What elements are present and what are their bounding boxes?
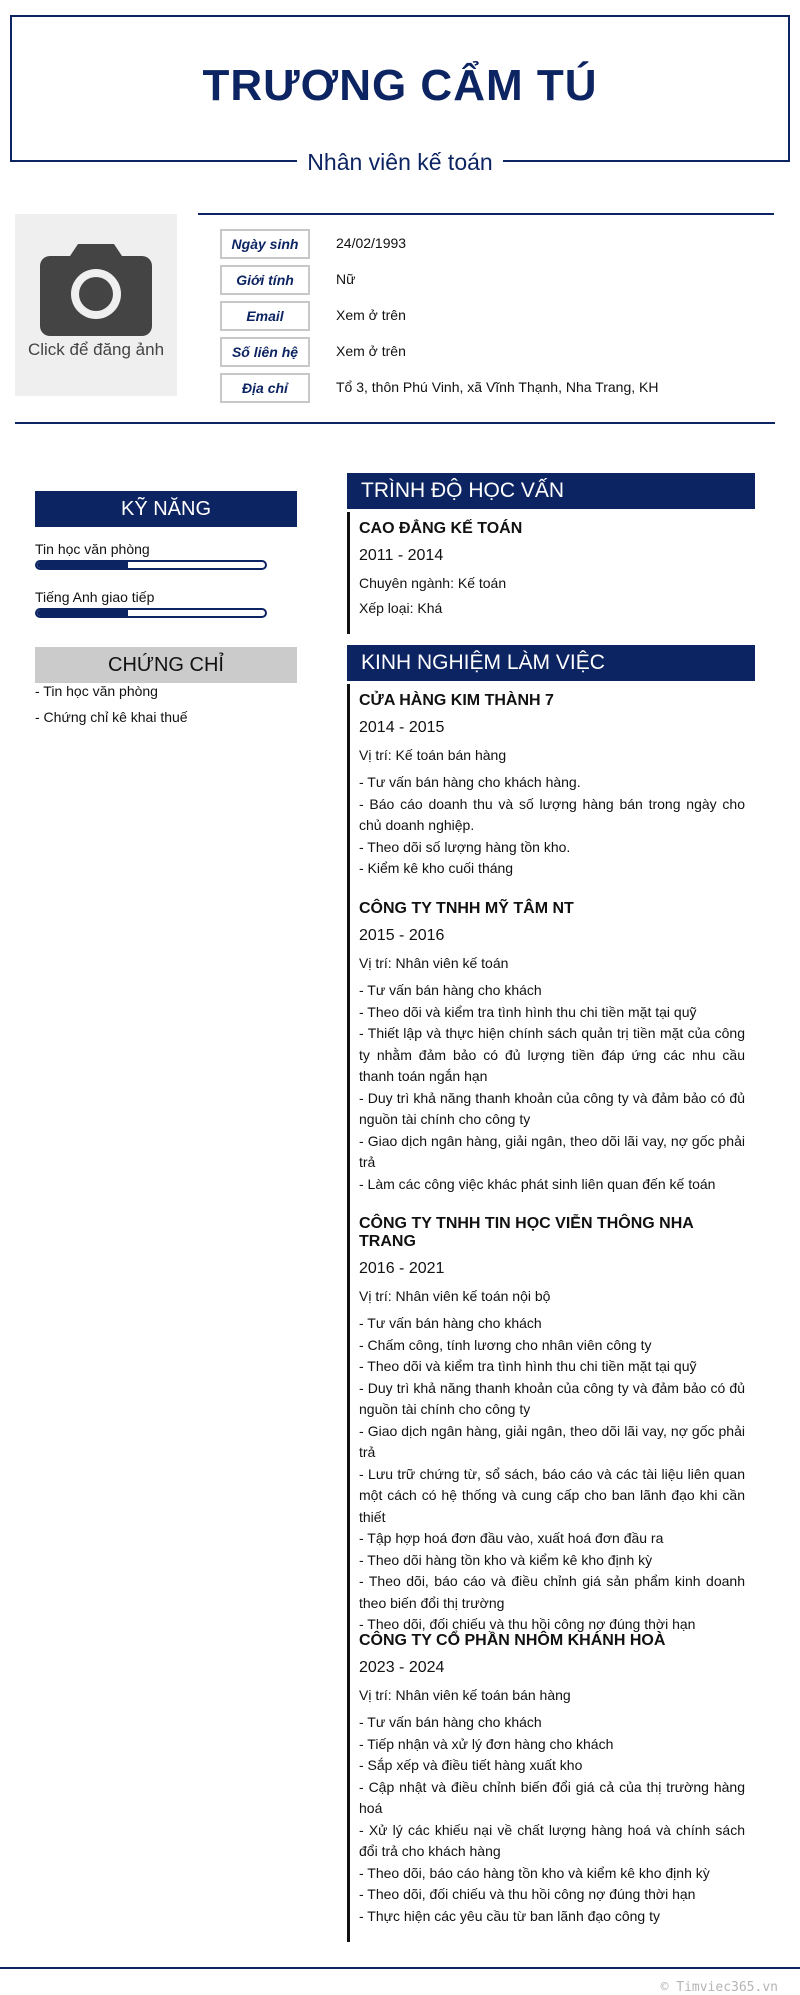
info-value[interactable]: Xem ở trên	[336, 343, 406, 359]
duty-item: - Duy trì khả năng thanh khoản của công ty và đảm bảo có đủ nguồn tài chính cho công ty	[359, 1379, 745, 1417]
job-block	[359, 900, 745, 1195]
education-rank[interactable]: Xếp loại: Khá	[359, 600, 443, 616]
job-years[interactable]: 2014 - 2015	[359, 719, 445, 736]
duty-item: - Tư vấn bán hàng cho khách	[359, 1714, 542, 1730]
candidate-name: TRƯƠNG CẨM TÚ	[202, 61, 598, 110]
watermark: © Timviec365.vn	[660, 1980, 778, 1995]
certificates-heading: CHỨNG CHỈ	[35, 647, 297, 683]
duty-item: - Tiếp nhận và xử lý đơn hàng cho khách	[359, 1735, 614, 1752]
duty-item: - Giao dịch ngân hàng, giải ngân, theo dõi lãi vay, nợ gốc phải trả	[359, 1422, 745, 1460]
duty-item: - Tư vấn bán hàng cho khách hàng.	[359, 774, 581, 790]
duty-item: - Theo dõi, báo cáo hàng tồn kho và kiểm kê kho định kỳ	[359, 1864, 710, 1881]
duty-item: - Chấm công, tính lương cho nhân viên công ty	[359, 1336, 652, 1353]
duty-item: - Làm các công việc khác phát sinh liên quan đến kế toán	[359, 1175, 716, 1192]
position-title: Nhân viên kế toán	[297, 145, 502, 179]
education-heading: TRÌNH ĐỘ HỌC VẤN	[347, 473, 755, 509]
skill-name[interactable]: Tiếng Anh giao tiếp	[35, 589, 155, 605]
info-value[interactable]: 24/02/1993	[336, 235, 407, 251]
photo-upload-label: Click để đăng ảnh	[27, 340, 165, 359]
info-label: Email	[220, 301, 310, 331]
school-name[interactable]: CAO ĐẲNG KẾ TOÁN	[359, 520, 523, 537]
job-duties[interactable]	[359, 980, 745, 1195]
job-role[interactable]: Vị trí: Nhân viên kế toán bán hàng	[359, 1687, 571, 1703]
duty-item: - Theo dõi, báo cáo và điều chỉnh giá sản phẩm kinh doanh theo biến đổi thị trường	[359, 1573, 745, 1611]
duty-item: - Thực hiện các yêu cầu từ ban lãnh đạo công ty	[359, 1907, 660, 1924]
duty-item: - Theo dõi, đối chiếu và thu hồi công nợ đúng thời hạn	[359, 1886, 696, 1902]
certificate-item[interactable]: - Chứng chỉ kê khai thuế	[35, 709, 188, 725]
skill-level-bar	[35, 608, 267, 618]
experience-heading: KINH NGHIỆM LÀM VIỆC	[347, 645, 755, 681]
duty-item: - Kiểm kê kho cuối tháng	[359, 860, 514, 876]
duty-item: - Thiết lập và thực hiện chính sách quản trị tiền mặt của công ty nhằm đảm bảo có đủ lượng tiền đáp ứng các nhu cầu thanh toán ngắn hạn	[359, 1025, 745, 1084]
info-row-email	[220, 301, 780, 331]
job-block	[359, 1632, 745, 1927]
photo-upload[interactable]	[15, 214, 177, 396]
duty-item: - Tư vấn bán hàng cho khách	[359, 982, 542, 998]
duty-item: - Theo dõi hàng tồn kho và kiểm kê kho định kỳ	[359, 1551, 653, 1568]
company-name[interactable]: CÔNG TY CỔ PHẦN NHÔM KHÁNH HOÀ	[359, 1632, 666, 1649]
skill-level-bar	[35, 560, 267, 570]
info-row-birthdate	[220, 229, 780, 259]
skills-heading: KỸ NĂNG	[35, 491, 297, 527]
duty-item: - Tập hợp hoá đơn đầu vào, xuất hoá đơn đầu ra	[359, 1530, 664, 1546]
duty-item: - Theo dõi số lượng hàng tồn kho.	[359, 838, 571, 855]
duty-item: - Lưu trữ chứng từ, sổ sách, báo cáo và các tài liệu liên quan một cách có hệ thống và cung cấp cho ban lãnh đạo khi cần thiết	[359, 1465, 745, 1525]
skill-name[interactable]: Tin học văn phòng	[35, 541, 150, 557]
info-value[interactable]: Xem ở trên	[336, 307, 406, 323]
job-block	[359, 1215, 745, 1636]
education-block	[359, 520, 745, 625]
info-row-phone	[220, 337, 780, 367]
job-block	[359, 692, 745, 880]
info-top-divider	[198, 213, 774, 215]
certificate-item[interactable]: - Tin học văn phòng	[35, 683, 158, 699]
duty-item: - Xử lý các khiếu nại về chất lượng hàng hoá và chính sách đổi trả cho khách hàng	[359, 1821, 745, 1859]
info-row-gender	[220, 265, 780, 295]
skill-level-fill	[37, 562, 128, 568]
info-label: Địa chỉ	[220, 373, 310, 403]
education-timeline-line	[347, 512, 350, 634]
company-name[interactable]: CÔNG TY TNHH MỸ TÂM NT	[359, 900, 574, 917]
experience-timeline-line	[347, 684, 350, 1942]
job-duties[interactable]	[359, 1712, 745, 1927]
education-years[interactable]: 2011 - 2014	[359, 547, 444, 564]
duty-item: - Cập nhật và điều chỉnh biến đổi giá cả của thị trường hàng hoá	[359, 1778, 745, 1816]
duty-item: - Báo cáo doanh thu và số lượng hàng bán trong ngày cho chủ doanh nghiệp.	[359, 795, 745, 833]
duty-item: - Theo dõi và kiểm tra tình hình thu chi tiền mặt tại quỹ	[359, 1358, 697, 1374]
job-role[interactable]: Vị trí: Nhân viên kế toán	[359, 955, 509, 971]
header-box	[10, 15, 790, 162]
duty-item: - Duy trì khả năng thanh khoản của công ty và đảm bảo có đủ nguồn tài chính cho công ty	[359, 1089, 745, 1127]
job-duties[interactable]	[359, 1313, 745, 1636]
job-years[interactable]: 2015 - 2016	[359, 927, 445, 944]
job-years[interactable]: 2016 - 2021	[359, 1260, 445, 1277]
job-role[interactable]: Vị trí: Nhân viên kế toán nội bộ	[359, 1288, 551, 1304]
duty-item: - Giao dịch ngân hàng, giải ngân, theo dõi lãi vay, nợ gốc phải trả	[359, 1132, 745, 1170]
position-title-wrap	[0, 145, 800, 179]
job-duties[interactable]	[359, 772, 745, 880]
info-row-address	[220, 373, 780, 403]
duty-item: - Theo dõi và kiểm tra tình hình thu chi tiền mặt tại quỹ	[359, 1003, 697, 1020]
company-name[interactable]: CÔNG TY TNHH TIN HỌC VIỄN THÔNG NHA TRANG	[359, 1215, 694, 1250]
info-label: Ngày sinh	[220, 229, 310, 259]
job-role[interactable]: Vị trí: Kế toán bán hàng	[359, 747, 507, 763]
camera-icon	[40, 240, 152, 336]
info-bottom-divider	[15, 422, 775, 424]
duty-item: - Sắp xếp và điều tiết hàng xuất kho	[359, 1757, 583, 1773]
info-value[interactable]: Tổ 3, thôn Phú Vinh, xã Vĩnh Thạnh, Nha Trang, KH	[336, 379, 659, 395]
skill-level-fill	[37, 610, 128, 616]
duty-item: - Tư vấn bán hàng cho khách	[359, 1315, 542, 1331]
job-years[interactable]: 2023 - 2024	[359, 1659, 445, 1676]
education-major[interactable]: Chuyên ngành: Kế toán	[359, 575, 507, 591]
info-label: Giới tính	[220, 265, 310, 295]
company-name[interactable]: CỬA HÀNG KIM THÀNH 7	[359, 692, 554, 709]
duty-item: - Theo dõi, đối chiếu và thu hồi công nợ đúng thời hạn	[359, 1616, 696, 1632]
footer-divider	[0, 1967, 800, 1969]
info-label: Số liên hệ	[220, 337, 310, 367]
info-value[interactable]: Nữ	[336, 271, 356, 287]
